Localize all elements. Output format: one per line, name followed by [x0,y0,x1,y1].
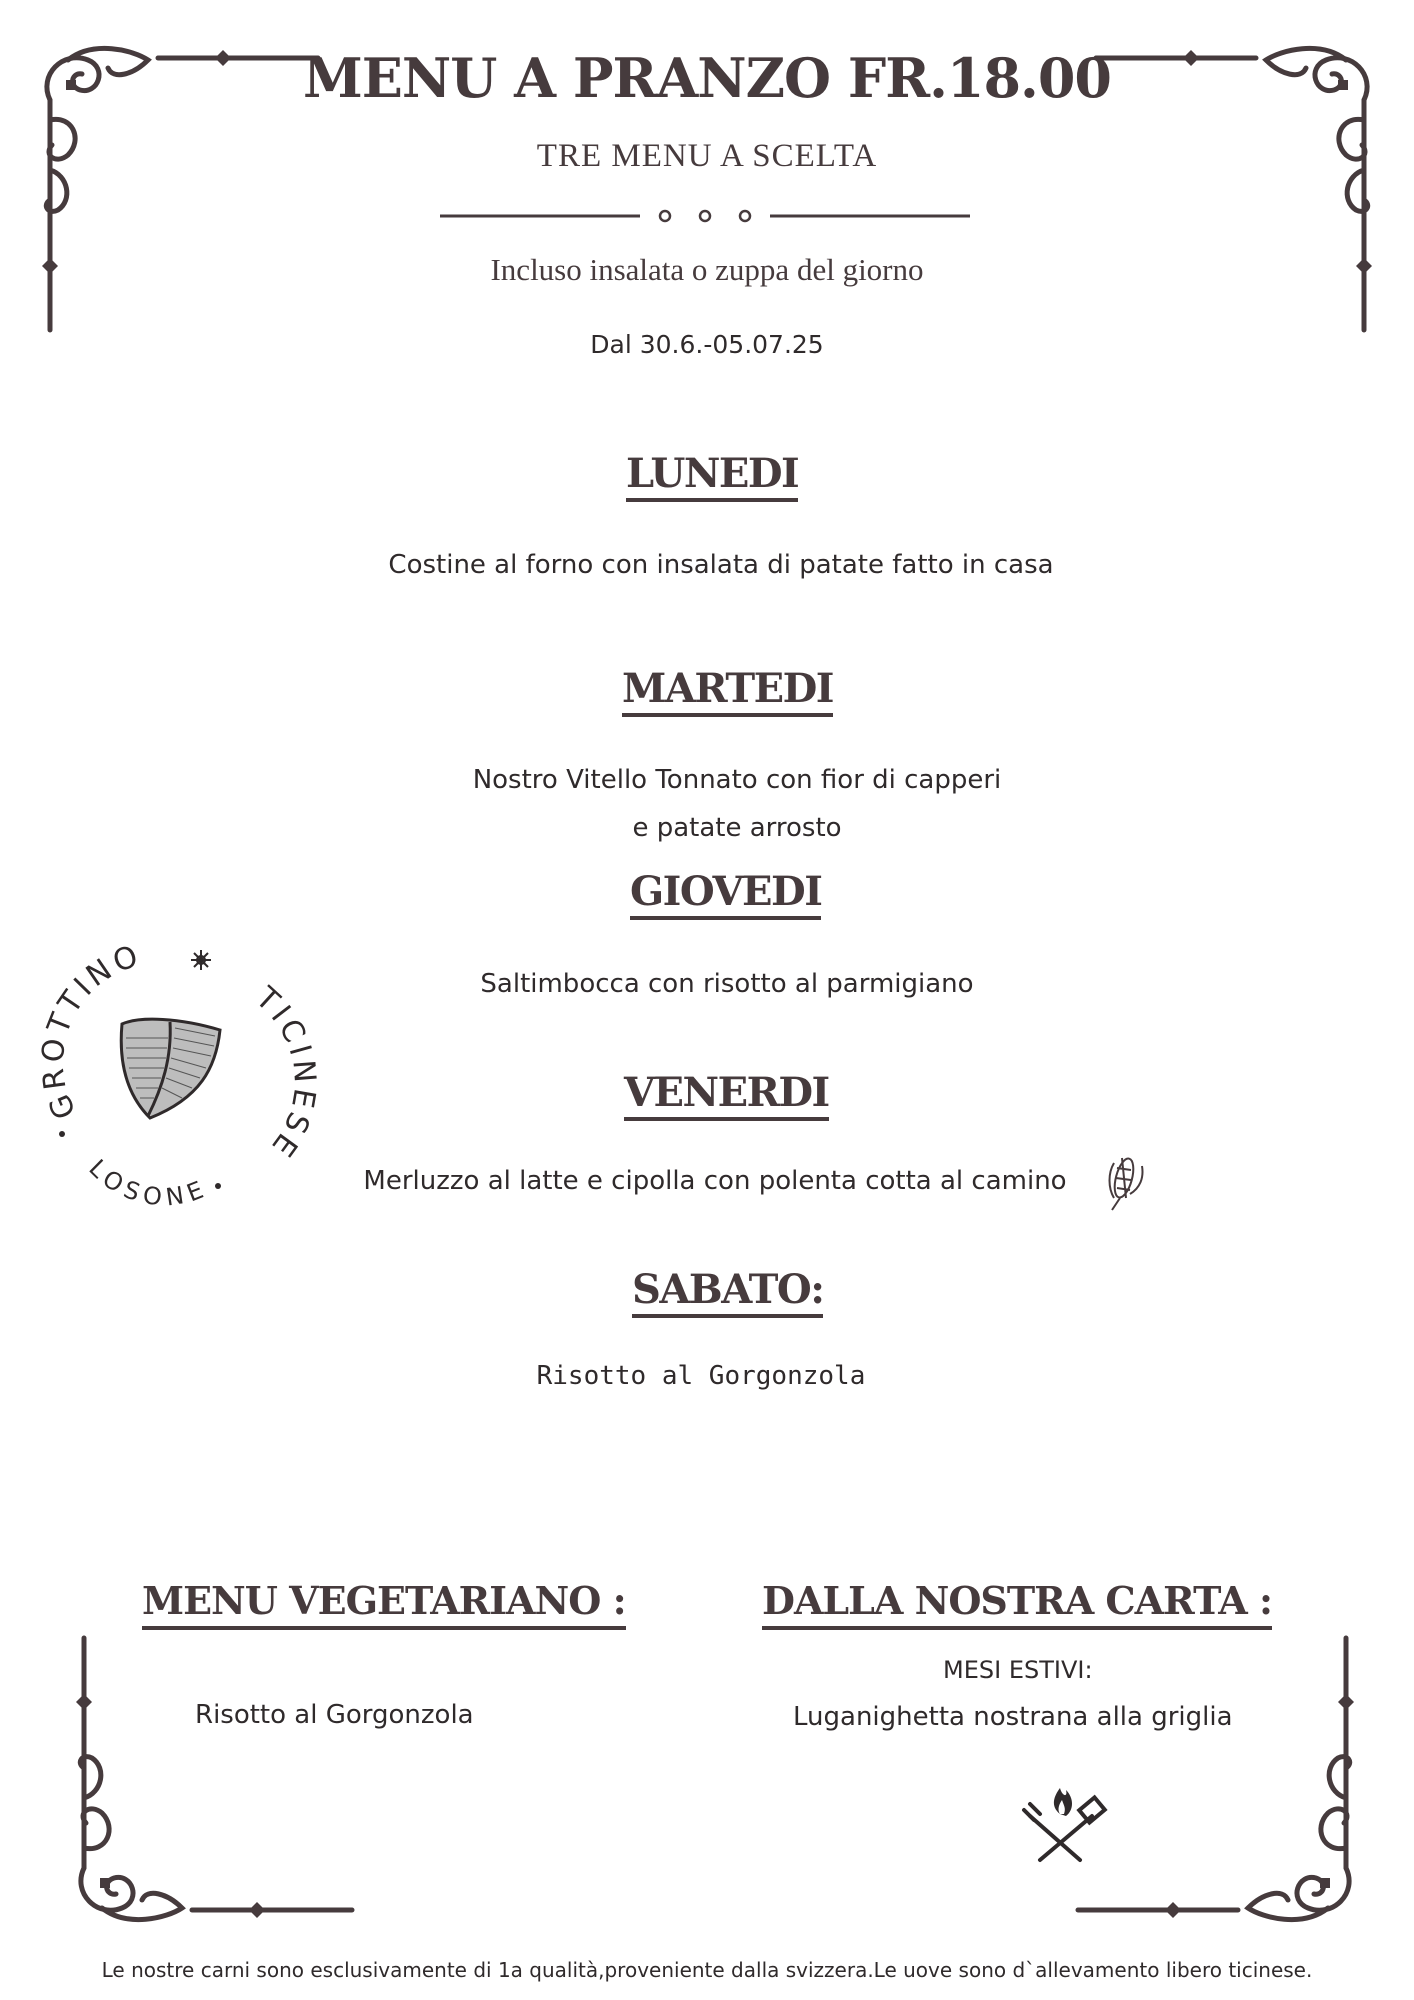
star-icon [191,950,211,970]
date-range: Dal 30.6.-05.07.25 [590,330,824,359]
grottino-logo [30,937,323,1218]
day-heading-lunedi: LUNEDI [626,452,798,502]
day-heading-giovedi: GIOVEDI [630,870,821,920]
logo-text-bottom: LOSONE [83,1154,213,1212]
grill-tools-icon [1020,1784,1110,1864]
carta-dish: Luganighetta nostrana alla griglia [793,1702,1233,1732]
dish-martedi-line2: e patate arrosto [632,813,842,843]
dish-martedi-line1: Nostro Vitello Tonnato con fior di capperi [472,765,1002,795]
ornament-corner-bottom-left [72,1628,372,1928]
carta-season: MESI ESTIVI: [943,1656,1093,1684]
dish-giovedi: Saltimbocca con risotto al parmigiano [480,969,974,999]
divider-dots [440,204,970,228]
vegetarian-heading: MENU VEGETARIANO : [142,1580,626,1630]
shield-icon [121,1019,220,1118]
svg-text:LOSONE [83,1154,212,1212]
menu-title: MENU A PRANZO FR.18.00 [303,46,1111,110]
day-heading-martedi: MARTEDI [622,667,833,717]
ornament-corner-bottom-right [1058,1628,1358,1928]
svg-text:TICINESE [248,980,322,1166]
dish-venerdi: Merluzzo al latte e cipolla con polenta cotta al camino [363,1166,1067,1196]
day-heading-venerdi: VENERDI [624,1071,829,1121]
vegetarian-dish: Risotto al Gorgonzola [195,1700,474,1730]
carta-heading: DALLA NOSTRA CARTA : [762,1580,1272,1630]
included-note: Incluso insalata o zuppa del giorno [490,252,924,287]
dish-lunedi: Costine al forno con insalata di patate fatto in casa [388,550,1054,580]
dish-sabato: Risotto al Gorgonzola [536,1361,866,1391]
logo-text-top: GROTTINO [35,937,147,1124]
menu-subtitle: TRE MENU A SCELTA [536,138,878,174]
corn-icon [1100,1148,1150,1212]
logo-text-right: TICINESE [248,980,323,1166]
day-heading-sabato: SABATO: [632,1268,823,1318]
footer-note: Le nostre carni sono esclusivamente di 1a qualità,proveniente dalla svizzera.Le uove sono d`allevamento libero ticinese. [101,1958,1313,1982]
